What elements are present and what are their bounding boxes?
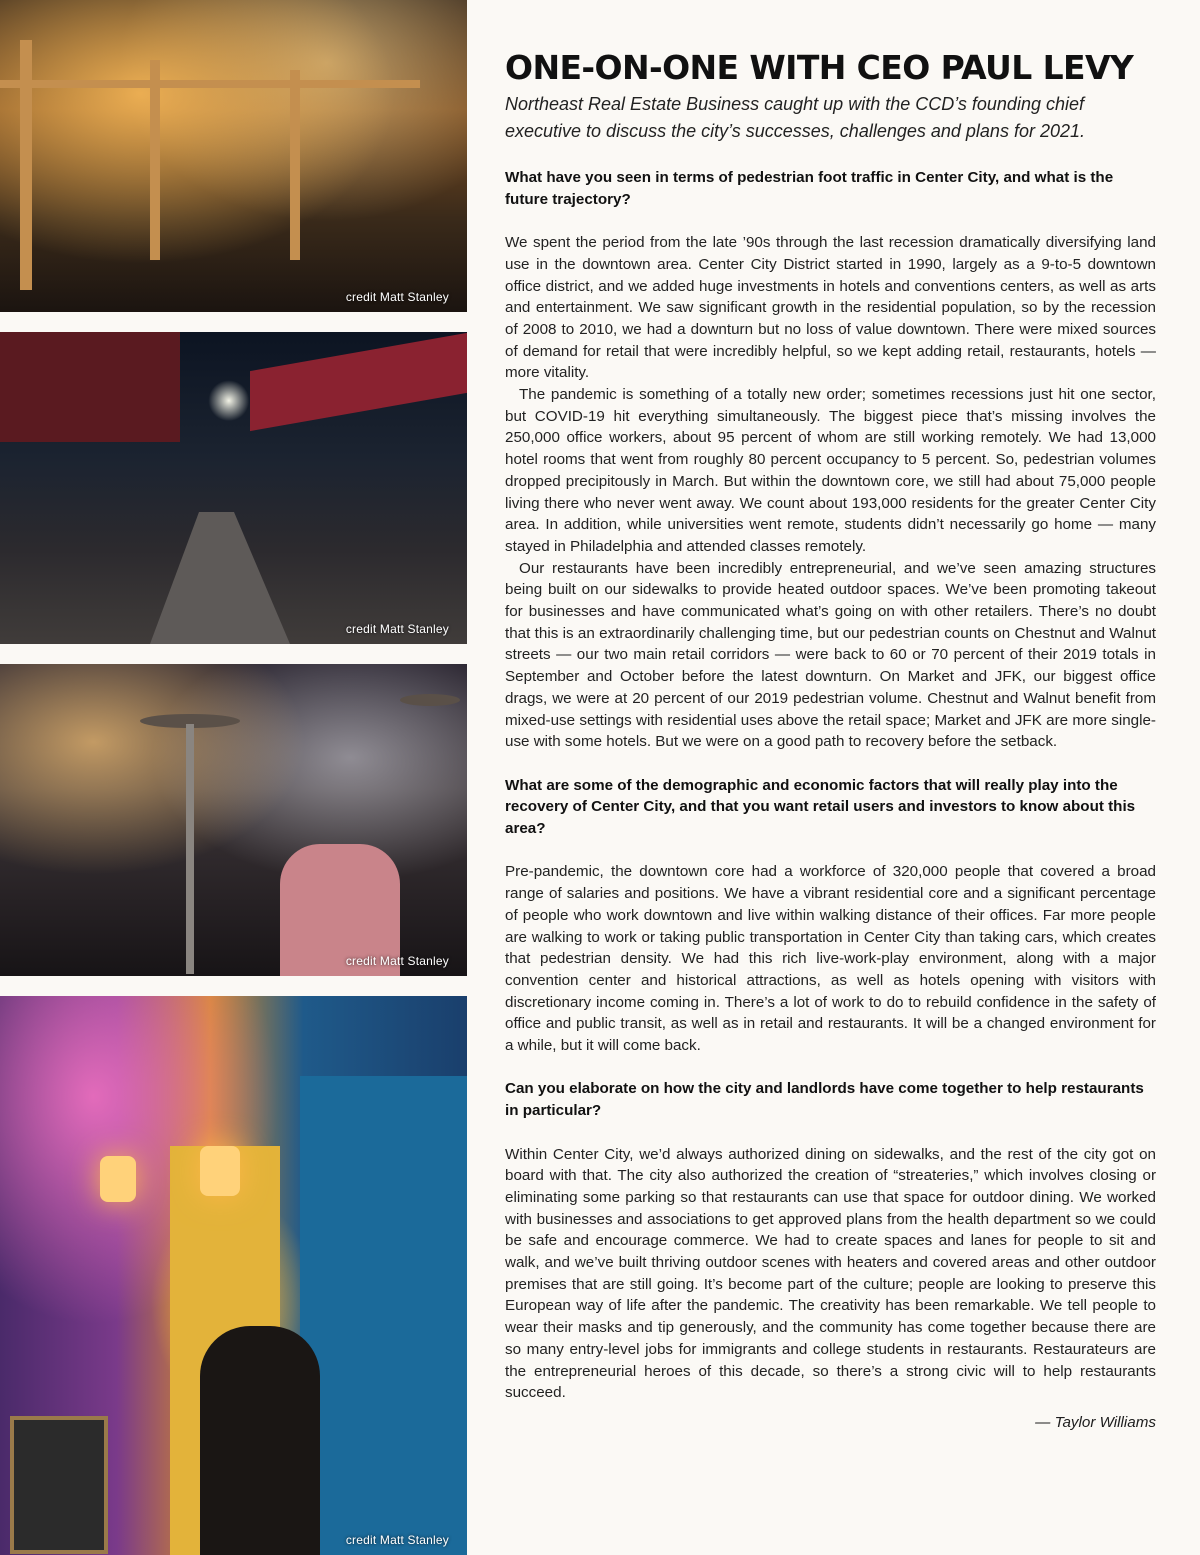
question-1: What have you seen in terms of pedestrian foot traffic in Center City, and what is the future trajectory?	[505, 169, 1114, 208]
answer-2: Pre-pandemic, the downtown core had a workforce of 320,000 people that covered a broad range of salaries and positions. We have a vibrant residential core and a significant percentage of people who work downtown and live within walking distance of their offices. Far more people are walking to work or taking public transportation in Center City than taking cars, which creates that pedestrian density. We had this rich live-work-play environment, along with a major convention center and historical attractions, as well as hotels opening with visitors with discretionary income coming in. There’s a lot of work to do to rebuild confidence in the safety of office and public transit, as well as in retail and restaurants. It will be a changed environment for a while, but it will come back.	[505, 863, 1156, 1055]
photo-wall	[300, 1076, 467, 1555]
photo-detail	[290, 70, 300, 260]
photo-awning	[250, 333, 467, 431]
photo-credit: credit Matt Stanley	[345, 622, 449, 636]
photo-awning	[0, 332, 180, 442]
photo-lamp	[186, 724, 194, 974]
article-subtitle: Northeast Real Estate Business caught up with the CCD’s founding chief executive to discuss the city’s successes, challenges and plans for 2021.	[505, 94, 1085, 141]
photo-outdoor-dining	[0, 0, 467, 312]
author-signature: — Taylor Williams	[1035, 1414, 1156, 1431]
photo-diner	[200, 1326, 320, 1555]
photo-credit: credit Matt Stanley	[345, 290, 449, 304]
answer-1-paragraph-2: The pandemic is something of a totally new order; sometimes recessions just hit one sector, but COVID-19 hit everything simultaneously. The biggest piece that’s missing involves the 250,000 office workers, about 95 percent of whom are still working remotely. We had 13,000 hotel rooms that went from roughly 80 percent occupancy to 5 percent. So, pedestrian volumes dropped precipitously in March. But within the downtown core, we still had about 75,000 people living there who never went away. We count about 193,000 residents for the greater Center City area. In addition, while universities went remote, students didn’t necessarily go home — many stayed in Philadelphia and attended classes remotely.	[505, 386, 1156, 555]
photo-lamp	[400, 694, 460, 706]
photo-credit: credit Matt Stanley	[345, 954, 449, 968]
question-3: Can you elaborate on how the city and landlords have come together to help restaurants in particular?	[505, 1080, 1144, 1120]
photo-credit: credit Matt Stanley	[345, 1533, 449, 1547]
photo-lantern	[200, 1146, 240, 1196]
photo-street-awnings	[0, 332, 467, 644]
photo-lantern	[100, 1156, 136, 1202]
photo-chalkboard	[10, 1416, 108, 1554]
answer-3: Within Center City, we’d always authorized dining on sidewalks, and the rest of the city got on board with that. The city also authorized the creation of “streateries,” which involves closing or eliminating some parking so that restaurants can use that space for outdoor dining. We worked with businesses and associations to get approved plans from the health department so we could be safe and encourage commerce. We had to create spaces and lanes for people to sit and walk, and we’ve built thriving outdoor scenes with heaters and covered areas and other outdoor premises that are still going. It’s become part of the culture; people are looking to preserve this European way of life after the pandemic. The creativity has been remarkable. We tell people to wear their masks and tip generously, and the community has come together because there are so many entry-level jobs for immigrants and college students in restaurants. Restaurateurs are the entrepreneurial heroes of this decade, so there’s a strong civic will to help restaurants succeed.	[505, 1145, 1156, 1402]
photo-sidewalk	[150, 512, 290, 644]
photo-column	[0, 0, 467, 1555]
photo-detail	[20, 40, 32, 290]
answer-1-paragraph-1: We spent the period from the late ’90s through the last recession dramatically diversifying land use in the downtown area. Center City District started in 1990, largely as a 9-to-5 downtown office district, and we added huge investments in hotels and conventions centers, as well as arts and entertainment. We saw significant growth in the residential population, so by the recession of 2008 to 2010, we had a downturn but no loss of value downtown. There were mixed sources of demand for retail that were incredibly helpful, so we kept adding retail, restaurants, hotels — more vitality.	[505, 234, 1156, 382]
article-title: ONE-ON-ONE WITH CEO PAUL LEVY	[505, 48, 1134, 87]
photo-heat-lamps	[0, 664, 467, 976]
article	[505, 48, 1156, 1431]
photo-detail	[150, 60, 160, 260]
photo-detail	[0, 80, 420, 88]
question-2: What are some of the demographic and economic factors that will really play into the recovery of Center City, and that you want retail users and investors to know about this area?	[505, 776, 1136, 838]
answer-1-paragraph-3: Our restaurants have been incredibly entrepreneurial, and we’ve seen amazing structures being built on our sidewalks to provide heated outdoor spaces. We’ve been promoting takeout for businesses and have communicated what’s going on with other retailers. There’s no doubt that this is an extraordinarily challenging time, but our pedestrian counts on Chestnut and Walnut streets — our two main retail corridors — were back to 60 or 70 percent of their 2019 totals in September and October before the latest downturn. On Market and JFK, our biggest office drags, we were at 20 percent of our 2019 pedestrian volume. Chestnut and Walnut benefit from mixed-use settings with residential uses above the retail space; Market and JFK are more single-use with some hotels. But we were on a good path to recovery before the setback.	[505, 559, 1156, 751]
photo-storefront	[0, 996, 467, 1555]
